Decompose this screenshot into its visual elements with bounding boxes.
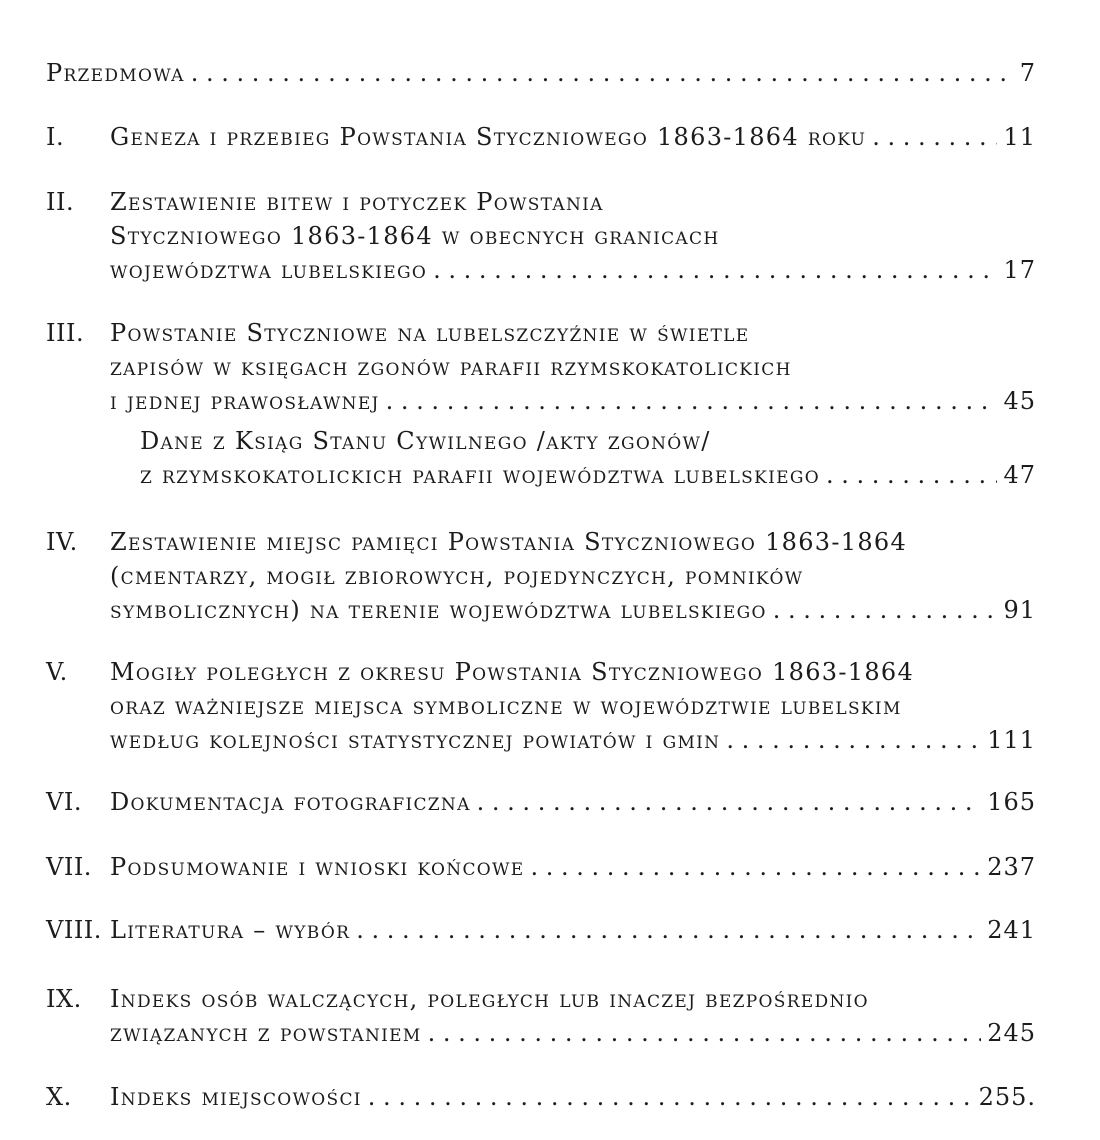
chapter-number: VIII. bbox=[46, 916, 102, 944]
toc-entry-title-line: Indeks osób walczących, poległych lub inaczej bezpośrednio bbox=[110, 985, 869, 1013]
toc-page-number: 241 bbox=[987, 916, 1036, 944]
toc-page-number: 245 bbox=[987, 1019, 1036, 1047]
toc-entry-title-line: związanych z powstaniem bbox=[110, 1019, 422, 1047]
toc-entry-title-line: Zestawienie miejsc pamięci Powstania Styczniowego 1863-1864 bbox=[110, 528, 908, 556]
toc-entry-title: Geneza i przebieg Powstania Styczniowego 1863-1864 roku bbox=[110, 123, 867, 151]
toc-entry-title: Indeks miejscowości bbox=[110, 1083, 362, 1111]
toc-entry-title-line: symbolicznych) na terenie województwa lubelskiego bbox=[110, 596, 767, 624]
chapter-number: IV. bbox=[46, 528, 78, 556]
toc-entry-title-line: województwa lubelskiego bbox=[110, 256, 428, 284]
chapter-number: X. bbox=[46, 1083, 72, 1111]
chapter-number: VI. bbox=[46, 788, 82, 816]
toc-page-number: 165 bbox=[987, 788, 1036, 816]
chapter-number: I. bbox=[46, 123, 65, 151]
dot-leader bbox=[773, 593, 998, 627]
toc-page-number: 7 bbox=[1019, 59, 1036, 87]
chapter-number: II. bbox=[46, 188, 75, 216]
chapter-number: IX. bbox=[46, 985, 82, 1013]
toc-page-number: 255. bbox=[978, 1083, 1036, 1111]
dot-leader bbox=[368, 1080, 973, 1114]
toc-entry-title-line: według kolejności statystycznej powiatów i gmin bbox=[110, 726, 721, 754]
toc-entry-title-line: (cmentarzy, mogił zbiorowych, pojedynczych, pomników bbox=[110, 562, 804, 590]
toc-page-number: 237 bbox=[987, 853, 1036, 881]
toc-entry-title-line: oraz ważniejsze miejsca symboliczne w województwie lubelskim bbox=[110, 692, 902, 720]
toc-entry-title-line: Dane z Ksiąg Stanu Cywilnego /akty zgonów/ bbox=[140, 427, 711, 455]
dot-leader bbox=[356, 913, 981, 947]
chapter-number: III. bbox=[46, 319, 85, 347]
dot-leader bbox=[428, 1016, 982, 1050]
dot-leader bbox=[826, 458, 998, 492]
dot-leader bbox=[433, 253, 997, 287]
toc-page-number: 111 bbox=[987, 726, 1036, 754]
toc-entry-title: Dokumentacja fotograficzna bbox=[110, 788, 471, 816]
dot-leader bbox=[191, 56, 1014, 90]
toc-entry-title: Podsumowanie i wnioski końcowe bbox=[110, 853, 525, 881]
chapter-number: V. bbox=[46, 658, 68, 686]
toc-entry-title-line: Mogiły poległych z okresu Powstania Styczniowego 1863-1864 bbox=[110, 658, 915, 686]
toc-entry-title-line: Zestawienie bitew i potyczek Powstania bbox=[110, 188, 604, 216]
toc-entry-title-line: Powstanie Styczniowe na lubelszczyźnie w świetle bbox=[110, 319, 750, 347]
toc-page-number: 45 bbox=[1003, 387, 1036, 415]
toc-entry-title-line: i jednej prawosławnej bbox=[110, 387, 380, 415]
toc-page-number: 47 bbox=[1003, 461, 1036, 489]
toc-entry-title-line: Styczniowego 1863-1864 w obecnych granicach bbox=[110, 222, 720, 250]
toc-entry-title: Literatura – wybór bbox=[110, 916, 351, 944]
toc-page-number: 91 bbox=[1003, 596, 1036, 624]
dot-leader bbox=[872, 120, 997, 154]
toc-page-number: 17 bbox=[1003, 256, 1036, 284]
dot-leader bbox=[726, 723, 981, 757]
dot-leader bbox=[477, 785, 982, 819]
dot-leader bbox=[530, 850, 981, 884]
toc-entry-title: Przedmowa bbox=[46, 59, 185, 87]
toc-page-number: 11 bbox=[1003, 123, 1036, 151]
chapter-number: VII. bbox=[46, 853, 92, 881]
toc-entry-title-line: z rzymskokatolickich parafii województwa lubelskiego bbox=[140, 461, 820, 489]
toc-entry-title-line: zapisów w księgach zgonów parafii rzymskokatolickich bbox=[110, 353, 792, 381]
dot-leader bbox=[386, 384, 998, 418]
